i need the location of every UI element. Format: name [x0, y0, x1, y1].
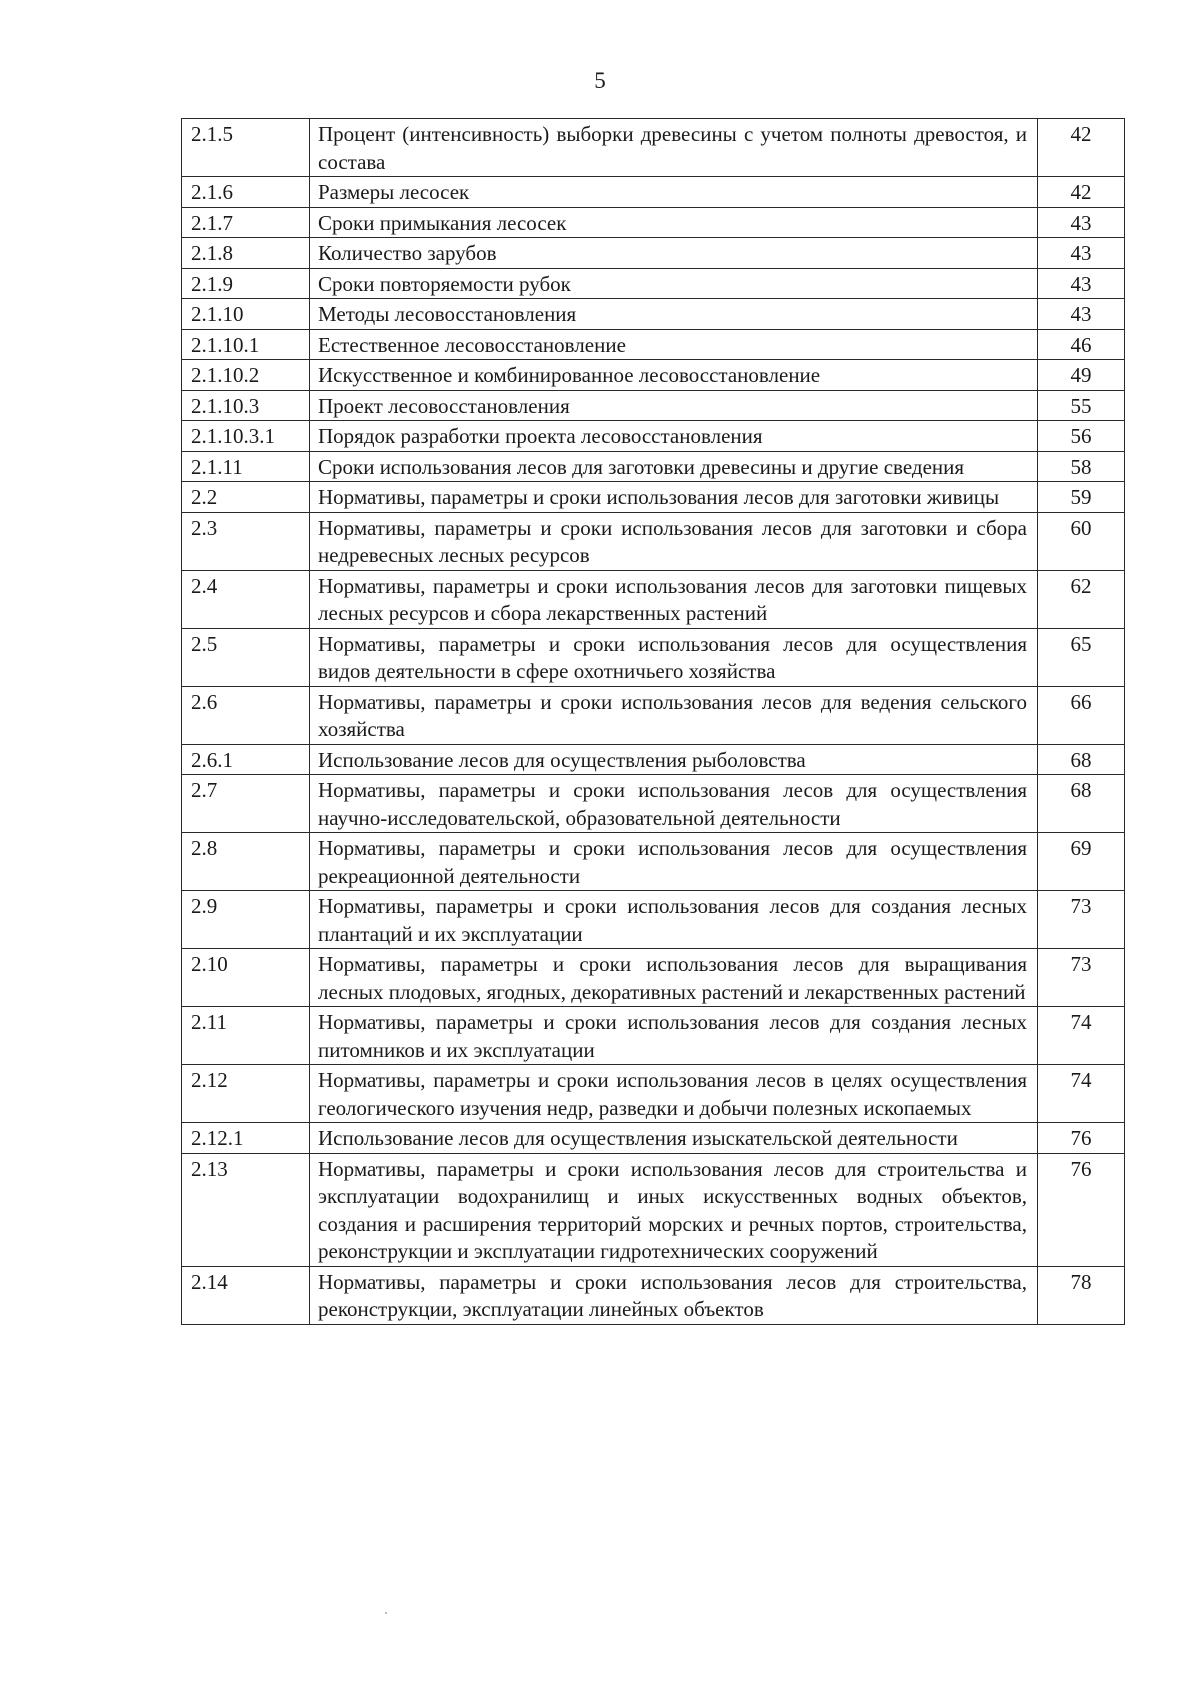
section-title-cell: Использование лесов для осуществления рыболовства	[310, 744, 1038, 775]
page-number-cell: 73	[1038, 891, 1125, 949]
section-title-cell: Нормативы, параметры и сроки использования лесов в целях осуществления геологического изучения недр, разведки и добычи полезных ископаемых	[310, 1065, 1038, 1123]
section-title-cell: Порядок разработки проекта лесовосстановления	[310, 421, 1038, 452]
page-number-cell: 49	[1038, 360, 1125, 391]
section-number-cell: 2.1.8	[182, 238, 310, 269]
table-row	[182, 177, 1125, 208]
table-row	[182, 628, 1125, 686]
section-number-cell: 2.4	[182, 570, 310, 628]
section-number-cell: 2.8	[182, 833, 310, 891]
section-title-cell: Использование лесов для осуществления изыскательской деятельности	[310, 1123, 1038, 1154]
section-number-cell: 2.1.10.2	[182, 360, 310, 391]
section-number-cell: 2.9	[182, 891, 310, 949]
page-number-cell: 59	[1038, 482, 1125, 513]
page-number-cell: 56	[1038, 421, 1125, 452]
table-row	[182, 891, 1125, 949]
table-row	[182, 329, 1125, 360]
page-number-cell: 43	[1038, 299, 1125, 330]
section-title-cell: Естественное лесовосстановление	[310, 329, 1038, 360]
section-number-cell: 2.2	[182, 482, 310, 513]
page-number-cell: 42	[1038, 119, 1125, 177]
section-number-cell: 2.6	[182, 686, 310, 744]
table-of-contents	[181, 118, 1125, 1325]
section-title-cell: Сроки использования лесов для заготовки древесины и другие сведения	[310, 451, 1038, 482]
section-number-cell: 2.1.10.1	[182, 329, 310, 360]
page-number-cell: 73	[1038, 949, 1125, 1007]
table-row	[182, 1123, 1125, 1154]
section-number-cell: 2.1.7	[182, 207, 310, 238]
page-number-cell: 58	[1038, 451, 1125, 482]
section-number-cell: 2.1.10.3	[182, 390, 310, 421]
section-title-cell: Нормативы, параметры и сроки использования лесов для заготовки пищевых лесных ресурсов и сбора лекарственных растений	[310, 570, 1038, 628]
section-number-cell: 2.1.9	[182, 268, 310, 299]
section-number-cell: 2.13	[182, 1153, 310, 1266]
section-title-cell: Нормативы, параметры и сроки использования лесов для создания лесных плантаций и их эксплуатации	[310, 891, 1038, 949]
section-title-cell: Нормативы, параметры и сроки использования лесов для строительства, реконструкции, эксплуатации линейных объектов	[310, 1266, 1038, 1324]
table-row	[182, 512, 1125, 570]
page-number: 5	[594, 68, 606, 93]
section-title-cell: Нормативы, параметры и сроки использования лесов для осуществления научно-исследовательской, образовательной деятельности	[310, 775, 1038, 833]
section-title-cell: Нормативы, параметры и сроки использования лесов для заготовки живицы	[310, 482, 1038, 513]
page-number-cell: 74	[1038, 1007, 1125, 1065]
section-title-cell: Нормативы, параметры и сроки использования лесов для ведения сельского хозяйства	[310, 686, 1038, 744]
page-number-cell: 42	[1038, 177, 1125, 208]
section-title-cell: Нормативы, параметры и сроки использования лесов для создания лесных питомников и их эксплуатации	[310, 1007, 1038, 1065]
section-title-cell: Сроки примыкания лесосек	[310, 207, 1038, 238]
table-row	[182, 268, 1125, 299]
section-number-cell: 2.5	[182, 628, 310, 686]
section-title-cell: Нормативы, параметры и сроки использования лесов для выращивания лесных плодовых, ягодных, декоративных растений и лекарственных растений	[310, 949, 1038, 1007]
section-title-cell: Методы лесовосстановления	[310, 299, 1038, 330]
page-number-cell: 62	[1038, 570, 1125, 628]
table-row	[182, 949, 1125, 1007]
section-number-cell: 2.11	[182, 1007, 310, 1065]
section-number-cell: 2.7	[182, 775, 310, 833]
section-title-cell: Сроки повторяемости рубок	[310, 268, 1038, 299]
page-number-cell: 43	[1038, 238, 1125, 269]
page-number-cell: 55	[1038, 390, 1125, 421]
section-number-cell: 2.14	[182, 1266, 310, 1324]
page-number-cell: 65	[1038, 628, 1125, 686]
section-number-cell: 2.1.10.3.1	[182, 421, 310, 452]
section-title-cell: Количество зарубов	[310, 238, 1038, 269]
table-row	[182, 421, 1125, 452]
page-number-cell: 60	[1038, 512, 1125, 570]
section-title-cell: Нормативы, параметры и сроки использования лесов для осуществления рекреационной деятельности	[310, 833, 1038, 891]
section-title-cell: Нормативы, параметры и сроки использования лесов для осуществления видов деятельности в сфере охотничьего хозяйства	[310, 628, 1038, 686]
scan-speck	[385, 1612, 387, 1614]
table-row	[182, 570, 1125, 628]
section-number-cell: 2.12	[182, 1065, 310, 1123]
table-row	[182, 833, 1125, 891]
table-row	[182, 744, 1125, 775]
table-row	[182, 360, 1125, 391]
table-row	[182, 686, 1125, 744]
page-number-cell: 43	[1038, 207, 1125, 238]
section-title-cell: Нормативы, параметры и сроки использования лесов для заготовки и сбора недревесных лесных ресурсов	[310, 512, 1038, 570]
table-row	[182, 1266, 1125, 1324]
page-number-cell: 74	[1038, 1065, 1125, 1123]
table-row	[182, 1153, 1125, 1266]
page-number-cell: 46	[1038, 329, 1125, 360]
page-number-cell: 68	[1038, 744, 1125, 775]
section-number-cell: 2.1.6	[182, 177, 310, 208]
page-number-cell: 69	[1038, 833, 1125, 891]
page-number-cell: 66	[1038, 686, 1125, 744]
section-number-cell: 2.10	[182, 949, 310, 1007]
section-title-cell: Процент (интенсивность) выборки древесины с учетом полноты древостоя, и состава	[310, 119, 1038, 177]
page-number-cell: 43	[1038, 268, 1125, 299]
table-row	[182, 299, 1125, 330]
table-row	[182, 775, 1125, 833]
page-number-cell: 68	[1038, 775, 1125, 833]
section-number-cell: 2.3	[182, 512, 310, 570]
section-title-cell: Проект лесовосстановления	[310, 390, 1038, 421]
table-row	[182, 238, 1125, 269]
page-number-cell: 76	[1038, 1153, 1125, 1266]
section-number-cell: 2.1.11	[182, 451, 310, 482]
table-row	[182, 482, 1125, 513]
section-number-cell: 2.1.5	[182, 119, 310, 177]
table-row	[182, 451, 1125, 482]
section-number-cell: 2.6.1	[182, 744, 310, 775]
page-number-cell: 76	[1038, 1123, 1125, 1154]
table-row	[182, 1007, 1125, 1065]
page-number-cell: 78	[1038, 1266, 1125, 1324]
section-number-cell: 2.1.10	[182, 299, 310, 330]
section-title-cell: Нормативы, параметры и сроки использования лесов для строительства и эксплуатации водохранилищ и иных искусственных водных объектов, создания и расширения территорий морских и речных портов, строительства, реконструкции и эксплуатации гидротехнических сооружений	[310, 1153, 1038, 1266]
toc-body	[182, 119, 1125, 1325]
table-row	[182, 119, 1125, 177]
table-row	[182, 390, 1125, 421]
section-number-cell: 2.12.1	[182, 1123, 310, 1154]
table-row	[182, 207, 1125, 238]
table-row	[182, 1065, 1125, 1123]
section-title-cell: Искусственное и комбинированное лесовосстановление	[310, 360, 1038, 391]
section-title-cell: Размеры лесосек	[310, 177, 1038, 208]
